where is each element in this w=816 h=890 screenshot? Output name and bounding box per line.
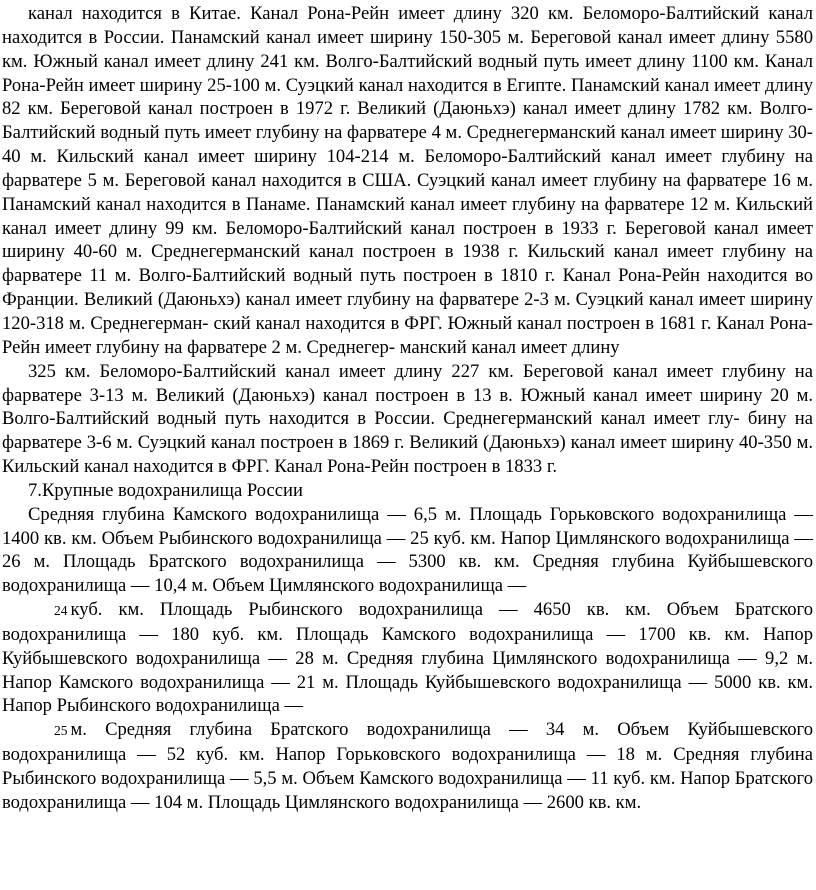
reservoirs-paragraph-3 bbox=[2, 718, 813, 814]
canals-paragraph-1: канал находится в Китае. Канал Рона-Рейн имеет длину 320 км. Беломоро-Балтийский канал находится в России. Панамский канал имеет ширину 150-305 м. Береговой канал имеет длину 5580 км. Южный канал имеет длину 241 км. Волго-Балтийский водный путь имеет длину 1100 км. Канал Рона-Рейн имеет ширину 25-100 м. Суэцкий канал находится в Египте. Панамский канал имеет длину 82 км. Береговой канал построен в 1972 г. Великий (Даюньхэ) канал имеет длину 1782 км. Волго-Балтийский водный путь имеет глубину на фарватере 4 м. Среднегерманский канал имеет ширину 30-40 м. Кильский канал имеет ширину 104-214 м. Беломоро-Балтийский канал имеет глубину на фарватере 5 м. Береговой канал находится в США. Суэцкий канал имеет глубину на фарватере 16 м. Панамский канал находится в Панаме. Панамский канал имеет глубину на фарватере 12 м. Кильский канал имеет длину 99 км. Беломоро-Балтийский канал построен в 1933 г. Береговой канал имеет ширину 40-60 м. Среднегерманский канал построен в 1938 г. Кильский канал имеет глубину на фарватере 11 м. Волго-Балтийский водный путь построен в 1810 г. Канал Рона-Рейн находится во Франции. Великий (Даюньхэ) канал имеет глубину на фарватере 2-3 м. Суэцкий канал имеет ширину 120-318 м. Среднегерман- ский канал находится в ФРГ. Южный канал построен в 1681 г. Канал Рона-Рейн имеет глубину на фарватере 2 м. Среднегер- манский канал имеет длину bbox=[2, 3, 813, 358]
canals-paragraph-2: 325 км. Беломоро-Балтийский канал имеет длину 227 км. Береговой канал имеет глубину на фарватере 3-13 м. Великий (Даюньхэ) канал построен в 13 в. Южный канал имеет ширину 20 м. Волго-Балтийский водный путь находится в России. Среднегерманский канал имеет глу- бину на фарватере 3-6 м. Суэцкий канал построен в 1869 г. Великий (Даюньхэ) канал имеет ширину 40-350 м. Кильский канал находится в ФРГ. Канал Рона-Рейн построен в 1833 г. bbox=[2, 360, 813, 478]
page-number-25: 25 bbox=[54, 723, 68, 739]
reservoirs-paragraph-1: Средняя глубина Камского водохранилища — 6,5 м. Площадь Горьковского водохранилища — 1400 кв. км. Объем Рыбинского водохранилища — 25 куб. км. Напор Цимлянского водохранилища — 26 м. Площадь Братского водохранилища — 5300 кв. км. Средняя глубина Куйбышевского водохранилища — 10,4 м. Объем Цимлянского водохранилища — bbox=[2, 503, 813, 597]
reservoirs-paragraph-3-text: м. Средняя глубина Братского водохранилища — 34 м. Объем Куйбышевского водохранилища — 52 куб. км. Напор Горьковского водохранилища — 18 м. Средняя глубина Рыбинского водохранилища — 5,5 м. Объем Камского водохранилища — 11 куб. км. Напор Братского водохранилища — 104 м. Площадь Цимлянского водохранилища — 2600 кв. км. bbox=[2, 719, 813, 813]
reservoirs-paragraph-2-text: куб. км. Площадь Рыбинского водохранилища — 4650 кв. км. Объем Братского водохранилища — 180 куб. км. Площадь Камского водохранилища — 1700 кв. км. Напор Куйбышевского водохранилища — 28 м. Средняя глубина Цимлянского водохранилища — 9,2 м. Напор Камского водохранилища — 21 м. Площадь Куйбышевского водохранилища — 5000 кв. км. Напор Рыбинского водохранилища — bbox=[2, 599, 813, 717]
section-heading: 7.Крупные водохранилища России bbox=[28, 479, 303, 501]
reservoirs-paragraph-2 bbox=[2, 598, 813, 718]
page-number-24: 24 bbox=[54, 603, 68, 619]
